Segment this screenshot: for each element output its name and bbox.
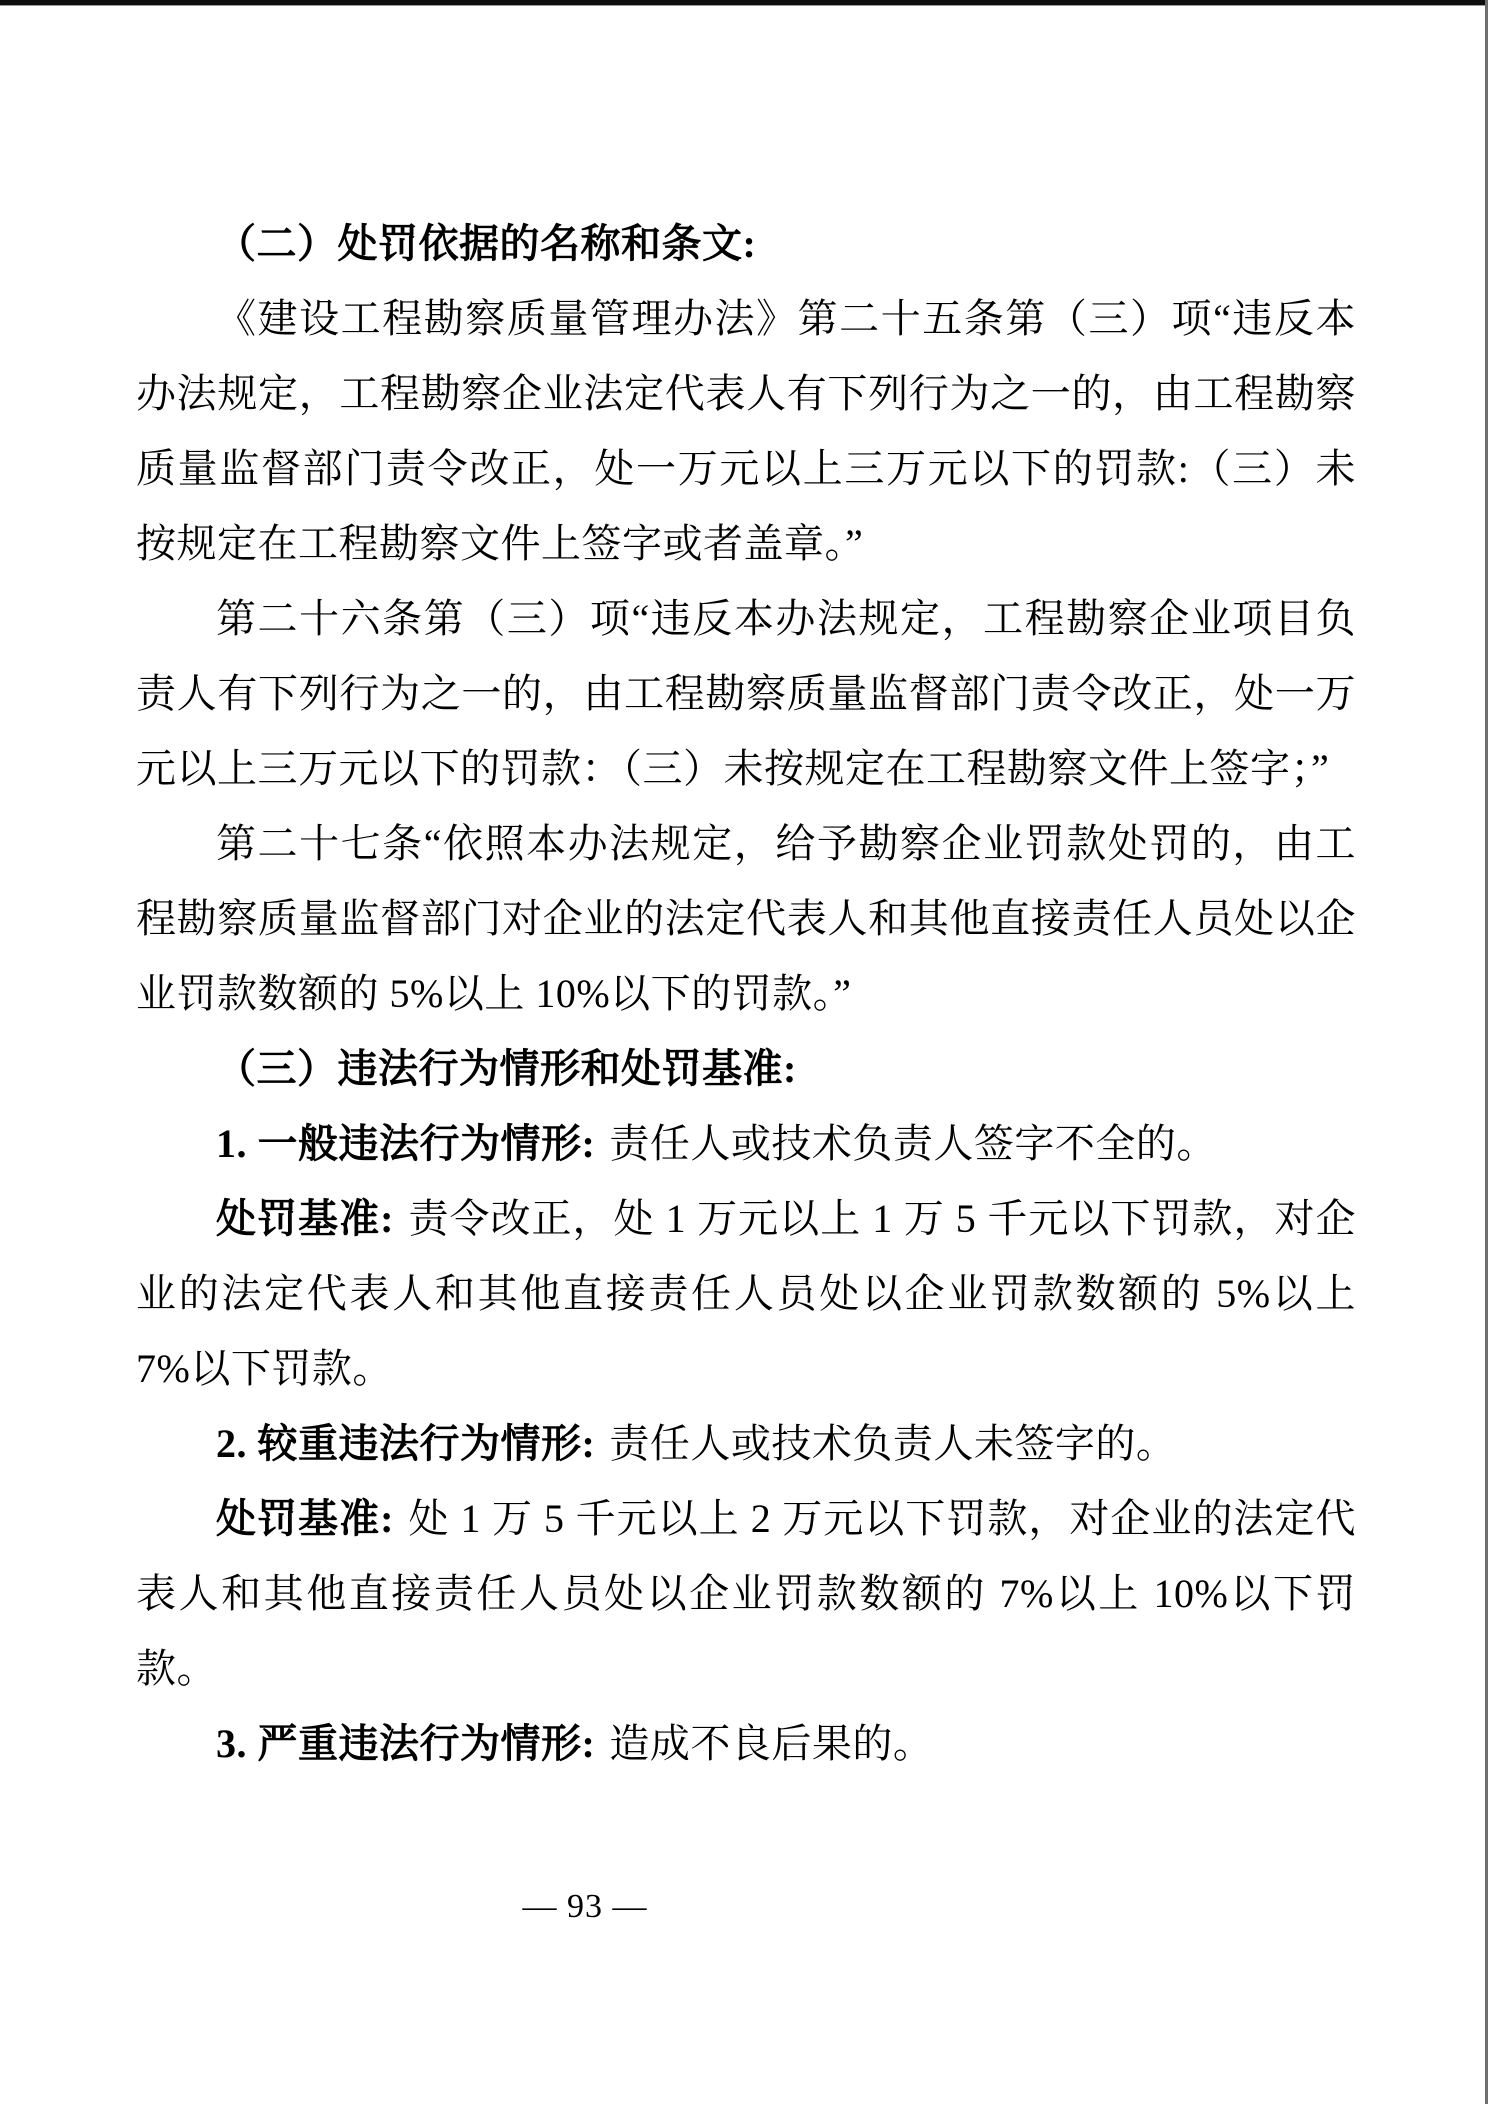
basis-2-label: 处罚基准:	[216, 1496, 394, 1541]
basis-1-text: 责令改正，处 1 万元以上 1 万 5 千元以下罚款，对企业的法定代表人和其他直接责任人员处以企业罚款数额的 5%以上 7%以下罚款。	[136, 1196, 1357, 1391]
paragraph-basis-2	[136, 1481, 1356, 1706]
section-heading-penalty-basis: （二）处罚依据的名称和条文:	[216, 221, 757, 266]
page-top-edge-line	[0, 0, 1488, 6]
item-1-label: 1. 一般违法行为情形:	[216, 1121, 596, 1166]
basis-1-label: 处罚基准:	[216, 1196, 394, 1241]
document-body	[136, 206, 1356, 1781]
item-1-text: 责任人或技术负责人签字不全的。	[609, 1121, 1217, 1166]
section-heading-violation-situations: （三）违法行为情形和处罚基准:	[216, 1046, 797, 1091]
page-number: — 93 —	[522, 1888, 648, 1925]
paragraph-item-1	[136, 1106, 1356, 1181]
paragraph-article-26: 第二十六条第（三）项“违反本办法规定，工程勘察企业项目负责人有下列行为之一的，由工程勘察质量监督部门责令改正，处一万元以上三万元以下的罚款：（三）未按规定在工程勘察文件上签字；”	[136, 596, 1356, 791]
paragraph-article-27: 第二十七条“依照本办法规定，给予勘察企业罚款处罚的，由工程勘察质量监督部门对企业的法定代表人和其他直接责任人员处以企业罚款数额的 5%以上 10%以下的罚款。”	[136, 821, 1356, 1016]
item-3-text: 造成不良后果的。	[609, 1721, 934, 1766]
paragraph-basis-1	[136, 1181, 1356, 1406]
item-2-label: 2. 较重违法行为情形:	[216, 1421, 596, 1466]
paragraph-item-2	[136, 1406, 1356, 1481]
basis-2-text: 处 1 万 5 千元以上 2 万元以下罚款，对企业的法定代表人和其他直接责任人员处以企业罚款数额的 7%以上 10%以下罚款。	[136, 1496, 1357, 1691]
item-2-text: 责任人或技术负责人未签字的。	[609, 1421, 1177, 1466]
paragraph-article-25: 《建设工程勘察质量管理办法》第二十五条第（三）项“违反本办法规定，工程勘察企业法定代表人有下列行为之一的，由工程勘察质量监督部门责令改正，处一万元以上三万元以下的罚款:（三）未按规定在工程勘察文件上签字或者盖章。”	[136, 296, 1356, 566]
paragraph-item-3	[136, 1706, 1356, 1781]
item-3-label: 3. 严重违法行为情形:	[216, 1721, 596, 1766]
